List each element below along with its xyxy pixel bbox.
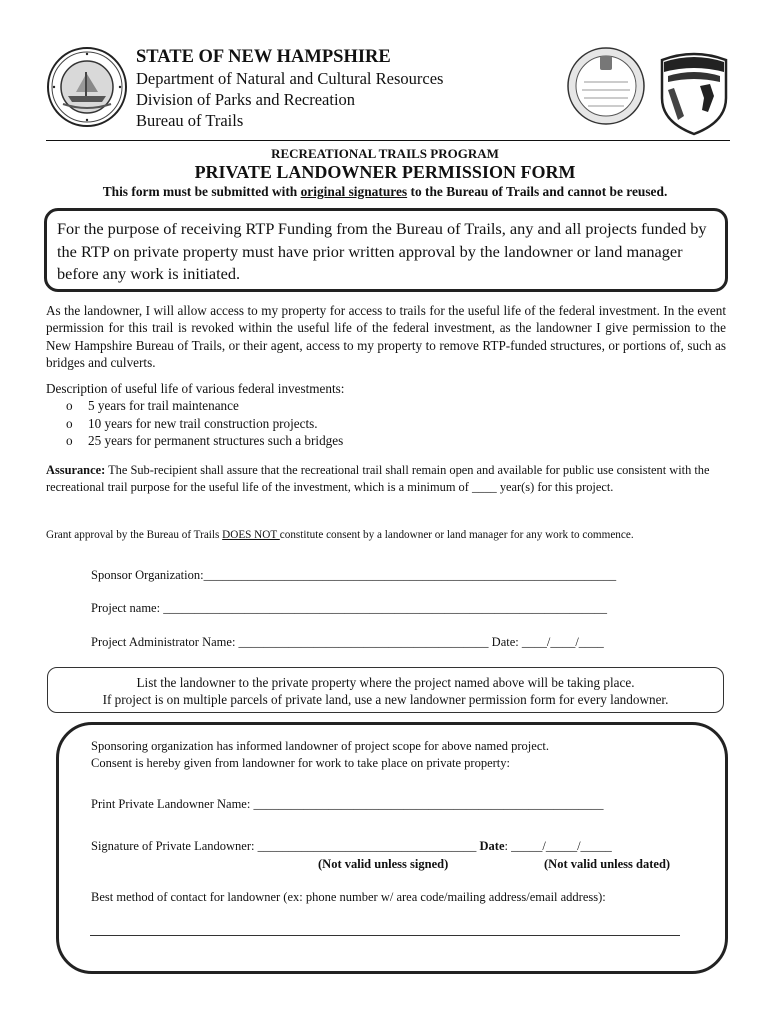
grant-approval-disclaimer: Grant approval by the Bureau of Trails DOES NOT constitute consent by a landowner or land manager for any work to commence. xyxy=(46,529,634,541)
trails-bureau-badge-logo xyxy=(658,50,730,136)
state-seal-logo xyxy=(46,46,128,128)
list-item: o 5 years for trail maintenance xyxy=(66,398,239,414)
original-signatures-emphasis: original signatures xyxy=(300,184,408,199)
assurance-label: Assurance: xyxy=(46,463,106,477)
submission-notice: This form must be submitted with original signatures to the Bureau of Trails and cannot be reused. xyxy=(102,184,668,199)
consent-statement: Sponsoring organization has informed landowner of project scope for above named project. Consent is hereby given from landowner for work to take place on private property: xyxy=(91,739,549,770)
contact-method-field[interactable] xyxy=(90,935,680,936)
project-name-field[interactable]: Project name: _______________________________________________________________________ xyxy=(91,601,607,615)
landowner-signature-field[interactable]: Signature of Private Landowner: ___________________________________ Date: _____/_____/_____ xyxy=(91,839,612,853)
landowner-access-paragraph: As the landowner, I will allow access to my property for access to trails for the useful life of the federal investment. In the event permission for this trail is revoked within the useful life of the federal investment, as the landowner I give permission to the New Hampshire Bureau of Trails, or their agent, access to my property to remove RTP-funded structures, or portions of, such as bridges and culverts. xyxy=(46,303,726,370)
landowner-instructions-box xyxy=(47,667,724,713)
form-title: PRIVATE LANDOWNER PERMISSION FORM xyxy=(194,162,576,182)
instruction-line: List the landowner to the private property where the project named above will be taking place. xyxy=(136,675,635,690)
list-item: o 10 years for new trail construction projects. xyxy=(66,415,318,431)
rtp-funding-notice-text: For the purpose of receiving RTP Funding from the Bureau of Trails, any and all projects funded by the RTP on private property must have prior written approval by the landowner or land manager before any work is initiated. xyxy=(57,219,707,283)
instruction-line: If project is on multiple parcels of private land, use a new landowner permission form for every landowner. xyxy=(102,692,669,707)
useful-life-description xyxy=(46,380,726,449)
print-landowner-name-field[interactable]: Print Private Landowner Name: ________________________________________________________ xyxy=(91,797,604,811)
header-divider xyxy=(46,140,730,141)
not-valid-undated-note: (Not valid unless dated) xyxy=(544,857,671,871)
rtp-funding-notice-box xyxy=(44,208,728,292)
program-name: RECREATIONAL TRAILS PROGRAM xyxy=(271,146,499,161)
project-administrator-field[interactable]: Project Administrator Name: ________________________________________ Date: ____/____/____ xyxy=(91,635,604,649)
department-name: Department of Natural and Cultural Resources xyxy=(136,69,444,88)
bureau-name: Bureau of Trails xyxy=(136,111,244,130)
contact-method-prompt: Best method of contact for landowner (ex: phone number w/ area code/mailing address/email address): xyxy=(91,890,606,904)
state-title: STATE OF NEW HAMPSHIRE xyxy=(136,47,391,67)
useful-life-list xyxy=(46,397,726,449)
division-name: Division of Parks and Recreation xyxy=(136,90,356,109)
not-valid-unsigned-note: (Not valid unless signed) xyxy=(318,857,449,871)
sponsor-organization-field[interactable]: Sponsor Organization:__________________________________________________________________ xyxy=(91,568,617,582)
useful-life-heading: Description of useful life of various federal investments: xyxy=(46,381,345,396)
date-label: Date xyxy=(479,839,505,853)
assurance-paragraph: Assurance: The Sub-recipient shall assure that the recreational trail shall remain open and available for public use consistent with the recreational trail purpose for the useful life of the investment, which is a minimum of ____ year(s) for this project. xyxy=(46,463,710,494)
rtp-program-seal-logo xyxy=(566,46,646,126)
list-item: o 25 years for permanent structures such a bridges xyxy=(66,432,344,448)
